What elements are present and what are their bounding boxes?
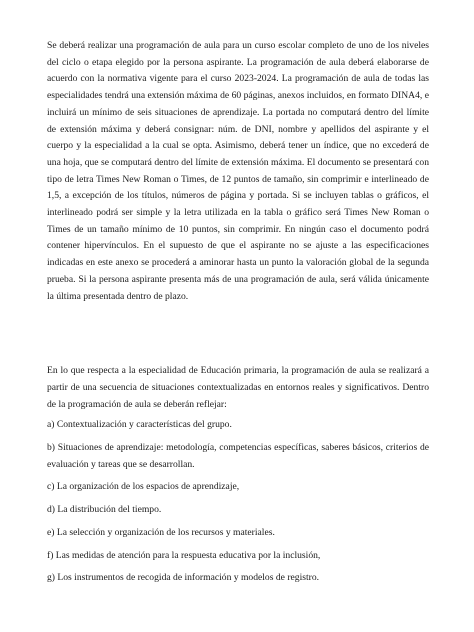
requirements-list [47, 417, 429, 587]
list-item-d: d) La distribución del tiempo. [47, 504, 162, 516]
list-item-g: g) Los instrumentos de recogida de información y modelos de registro. [47, 572, 320, 584]
list-item-e: e) La selección y organización de los recursos y materiales. [47, 526, 275, 538]
document-page [47, 38, 429, 593]
list-item-b: b) Situaciones de aprendizaje: metodología, competencias específicas, saberes básicos, criterios de evaluación y tareas que se desarrollan. [47, 442, 429, 470]
list-item-c: c) La organización de los espacios de aprendizaje, [47, 481, 240, 493]
paragraph-primary-education: En lo que respecta a la especialidad de Educación primaria, la programación de aula se realizará a partir de una secuencia de situaciones contextualizadas en entornos reales y significativos. Dentro de la programación de aula se deberán reflejar: [47, 365, 429, 410]
list-item-a: a) Contextualización y características del grupo. [47, 419, 232, 431]
list-item-f: f) Las medidas de atención para la respuesta educativa por la inclusión, [47, 549, 321, 561]
paragraph-requirements: Se deberá realizar una programación de aula para un curso escolar completo de uno de los niveles del ciclo o etapa elegido por la persona aspirante. La programación de aula deberá elaborarse de acuerdo con la normativa vigente para el curso 2023-2024. La programación de aula de todas las especialidades tendrá una extensión máxima de 60 páginas, anexos incluidos, en formato DINA4, e incluirá un mínimo de seis situaciones de aprendizaje. La portada no computará dentro del límite de extensión máxima y deberá consignar: núm. de DNI, nombre y apellidos del aspirante y el cuerpo y la especialidad a la cual se opta. Asimismo, deberá tener un índice, que no excederá de una hoja, que se computará dentro del límite de extensión máxima. El documento se presentará con tipo de letra Times New Roman o Times, de 12 puntos de tamaño, sin comprimir e interlineado de 1,5, a excepción de los títulos, números de página y portada. Si se incluyen tablas o gráficos, el interlineado podrá ser simple y la letra utilizada en la tabla o gráfico será Times New Roman o Times de un tamaño mínimo de 10 puntos, sin comprimir. En ningún caso el documento podrá contener hipervínculos. En el supuesto de que el aspirante no se ajuste a las especificaciones indicadas en este anexo se procederá a aminorar hasta un punto la valoración global de la segunda prueba. Si la persona aspirante presenta más de una programación de aula, será válida únicamente la última presentada dentro de plazo. [47, 40, 429, 302]
